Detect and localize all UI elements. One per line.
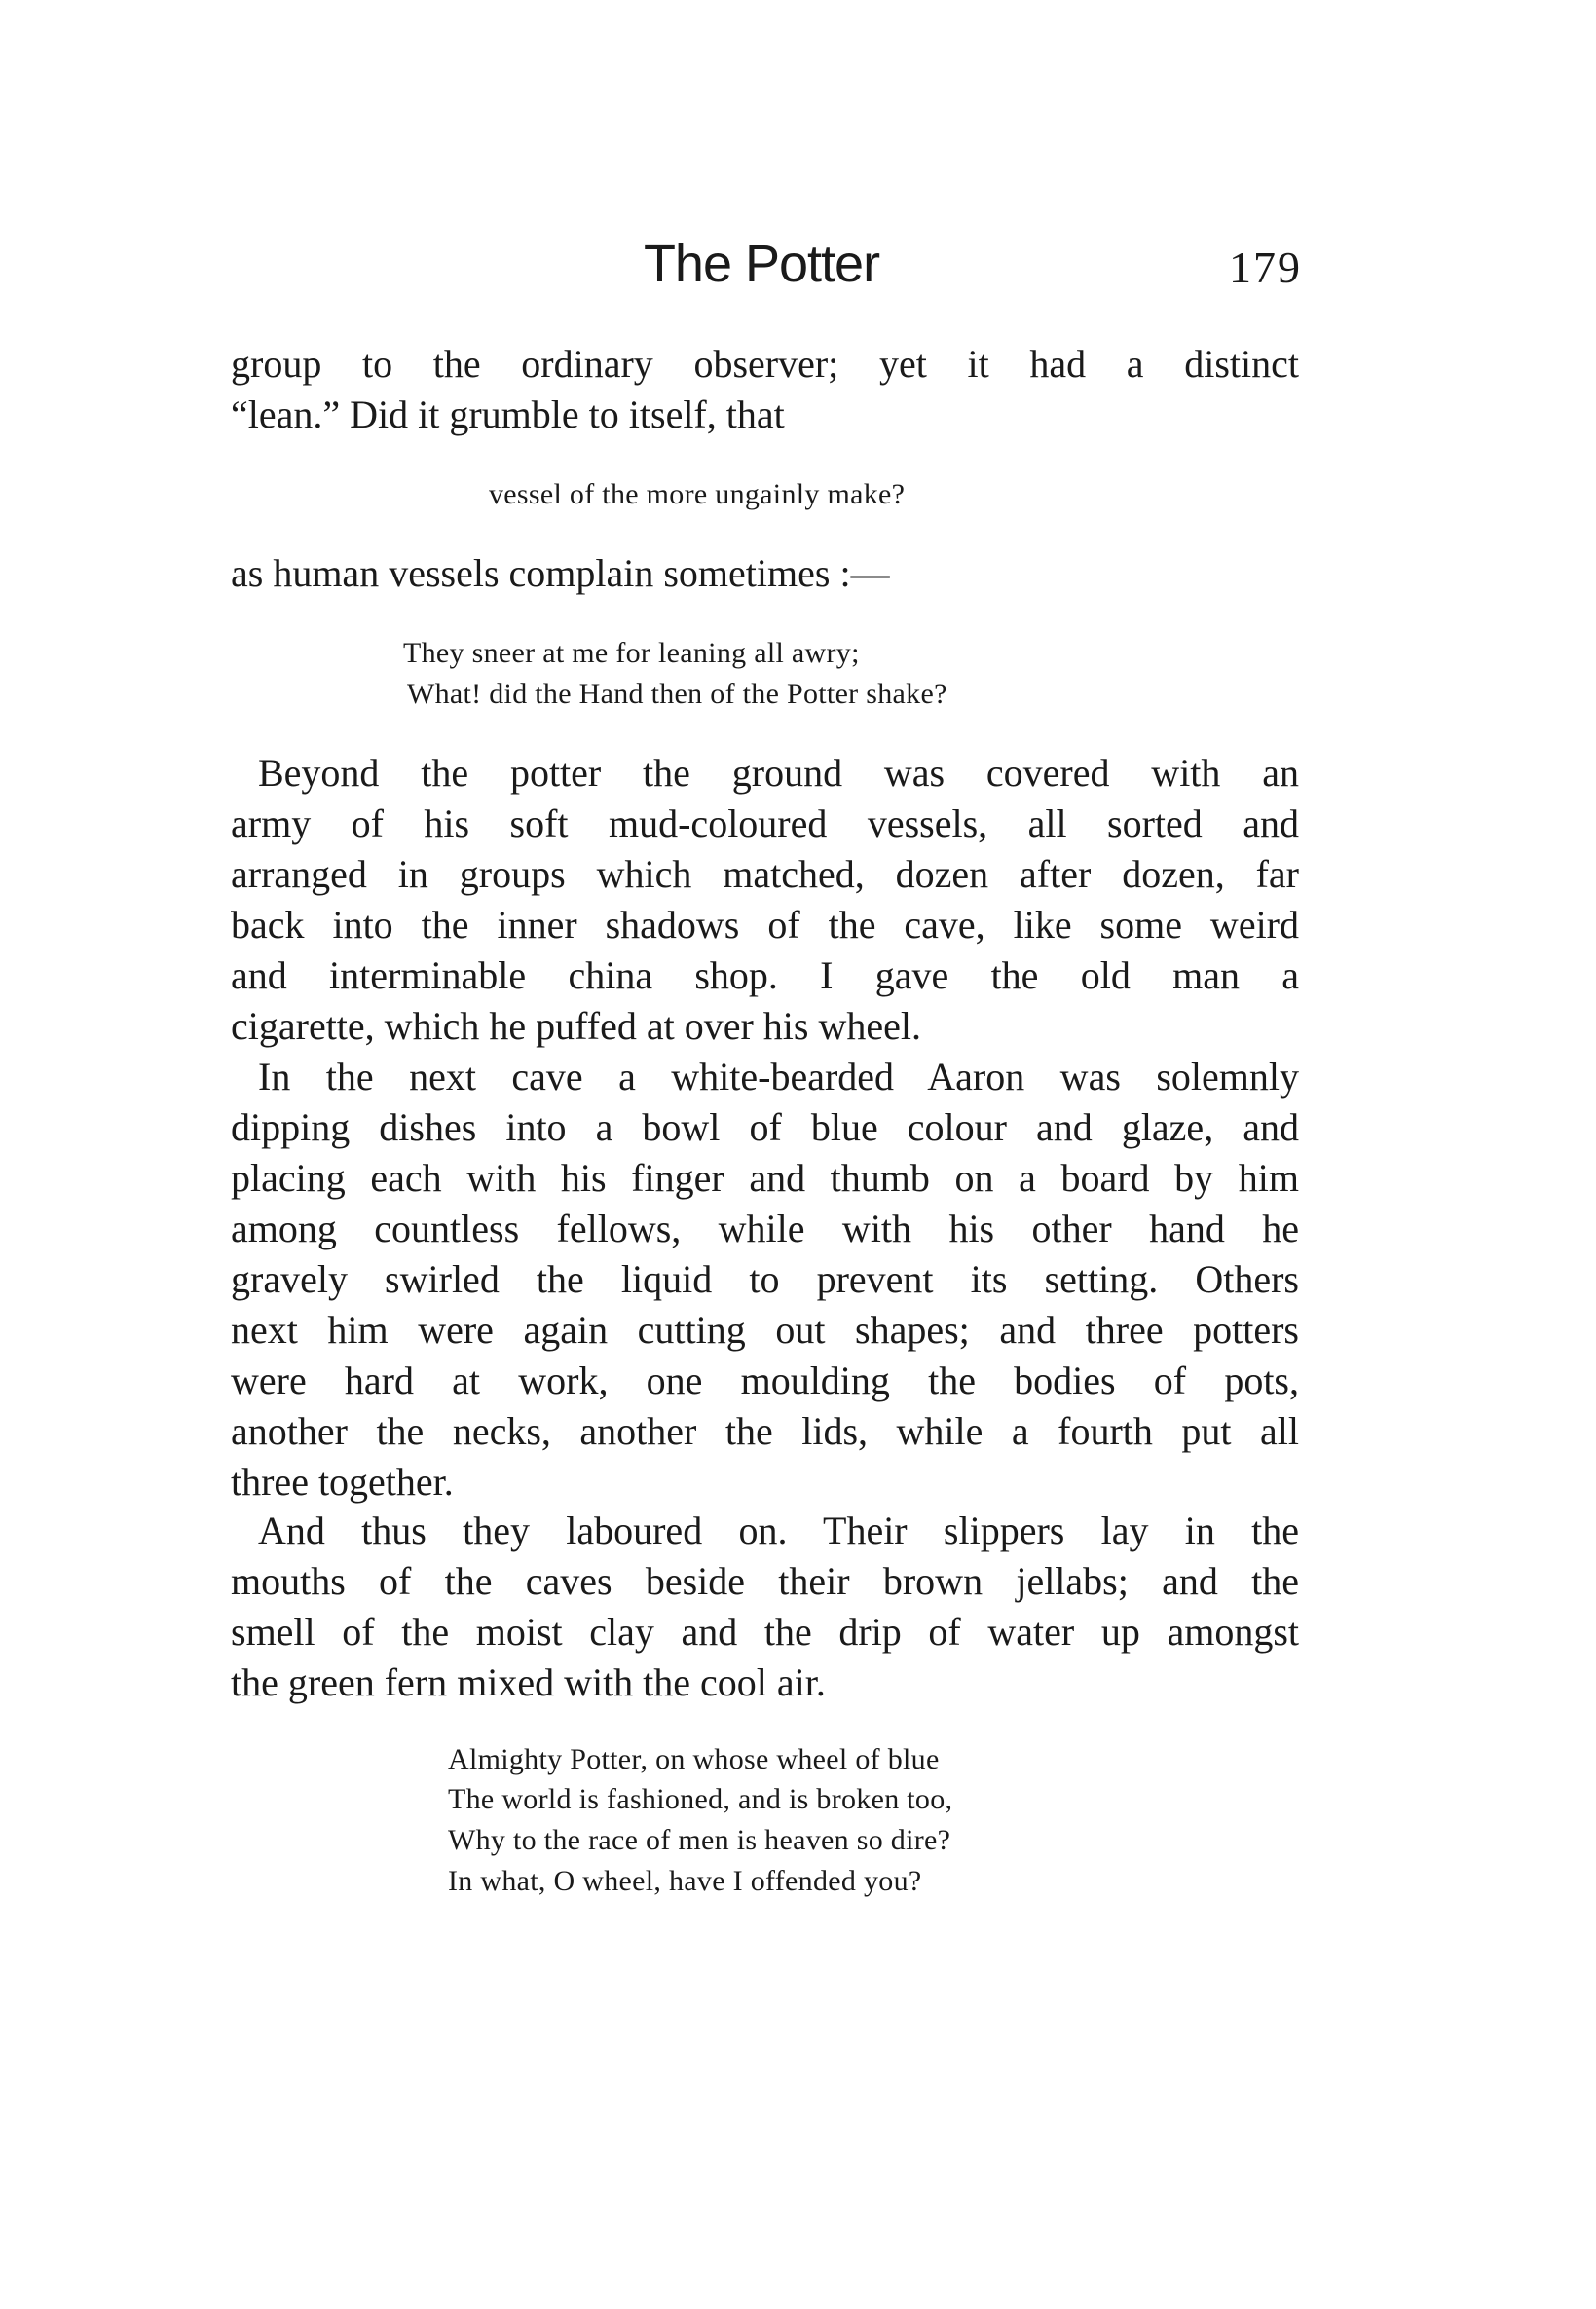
paragraph-line: Beyond the potter the ground was covered with an bbox=[258, 751, 1299, 795]
paragraph-line: smell of the moist clay and the drip of water up amongst bbox=[231, 1610, 1299, 1654]
paragraph-line: next him were again cutting out shapes; and three potters bbox=[231, 1308, 1299, 1352]
paragraph-line: the green fern mixed with the cool air. bbox=[231, 1660, 826, 1704]
quoted-verse: Almighty Potter, on whose wheel of blue bbox=[448, 1743, 940, 1775]
paragraph-line: cigarette, which he puffed at over his wheel. bbox=[231, 1004, 921, 1048]
quoted-verse: In what, O wheel, have I offended you? bbox=[448, 1865, 922, 1897]
paragraph-line: In the next cave a white-bearded Aaron was solemnly bbox=[258, 1055, 1299, 1099]
paragraph-line: placing each with his finger and thumb on a board by him bbox=[231, 1156, 1299, 1200]
text-line: “lean.” Did it grumble to itself, that bbox=[231, 392, 785, 436]
paragraph-line: army of his soft mud-coloured vessels, all sorted and bbox=[231, 801, 1299, 845]
paragraph-line: among countless fellows, while with his other hand he bbox=[231, 1207, 1299, 1250]
paragraph-line: three together. bbox=[231, 1460, 454, 1504]
paragraph-line: back into the inner shadows of the cave, like some weird bbox=[231, 903, 1299, 947]
page-number: 179 bbox=[1229, 242, 1302, 292]
paragraph-line: And thus they laboured on. Their slippers lay in the bbox=[258, 1508, 1299, 1552]
text-line: as human vessels complain sometimes :— bbox=[231, 551, 890, 595]
quoted-verse: What! did the Hand then of the Potter shake? bbox=[407, 678, 947, 710]
paragraph-line: were hard at work, one moulding the bodies of pots, bbox=[231, 1359, 1299, 1402]
running-head-title: The Potter bbox=[643, 235, 880, 293]
paragraph-line: and interminable china shop. I gave the old man a bbox=[231, 953, 1299, 997]
quoted-verse: vessel of the more ungainly make? bbox=[489, 478, 906, 510]
paragraph-line: gravely swirled the liquid to prevent its setting. Others bbox=[231, 1257, 1299, 1301]
quoted-verse: Why to the race of men is heaven so dire? bbox=[448, 1824, 951, 1856]
paragraph-line: mouths of the caves beside their brown jellabs; and the bbox=[231, 1559, 1299, 1603]
paragraph-line: arranged in groups which matched, dozen after dozen, far bbox=[231, 852, 1299, 896]
paragraph-line: dipping dishes into a bowl of blue colour and glaze, and bbox=[231, 1105, 1299, 1149]
quoted-verse: The world is fashioned, and is broken too, bbox=[448, 1783, 953, 1815]
quoted-verse: They sneer at me for leaning all awry; bbox=[403, 637, 860, 669]
paragraph-line: another the necks, another the lids, while a fourth put all bbox=[231, 1409, 1299, 1453]
text-line: group to the ordinary observer; yet it had a distinct bbox=[231, 342, 1299, 386]
